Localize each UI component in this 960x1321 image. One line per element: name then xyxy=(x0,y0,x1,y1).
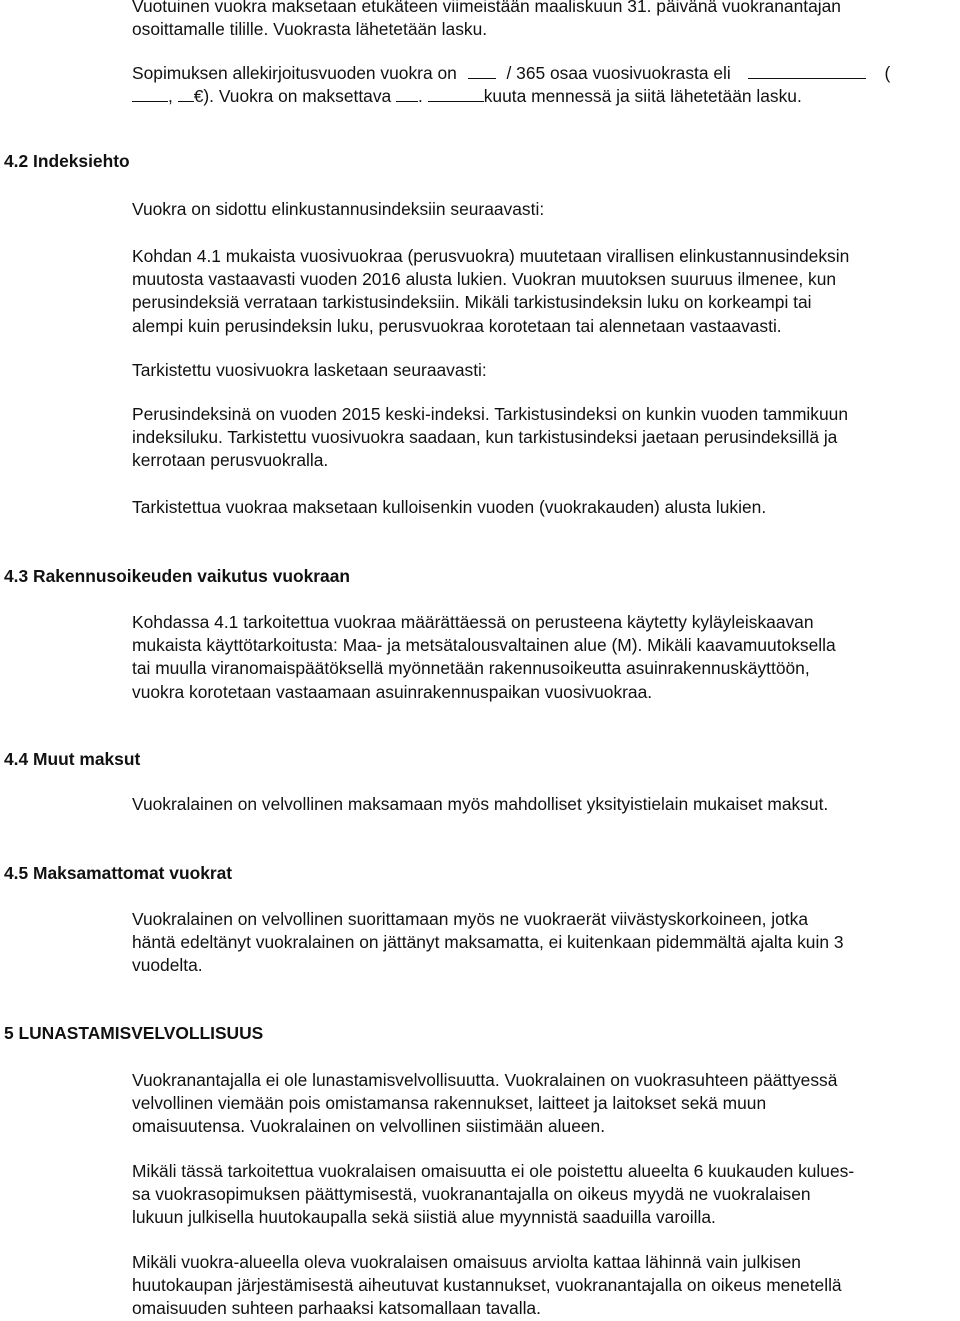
text-line xyxy=(132,62,890,85)
text-line: Vuokranantajalla ei ole lunastamisvelvollisuutta. Vuokralainen on vuokrasuhteen päättyessä xyxy=(132,1070,838,1090)
section-5-paragraph-1 xyxy=(132,1069,837,1139)
section-5-paragraph-2 xyxy=(132,1160,854,1230)
section-4-2-paragraph-3 xyxy=(132,403,848,473)
first-year-text-e: €). Vuokra on maksettava xyxy=(193,86,392,107)
section-4-4-paragraph-1: Vuokralainen on velvollinen maksamaan myös mahdolliset yksityistielain mukaiset maksut. xyxy=(132,794,829,814)
section-4-2-paragraph-4: Tarkistettua vuokraa maksetaan kulloisenkin vuoden (vuokrakauden) alusta lukien. xyxy=(132,497,767,517)
first-year-text-d: , xyxy=(168,86,173,107)
text-line: Mikäli vuokra-alueella oleva vuokralaisen omaisuus arviolta kattaa lähinnä vain julkisen xyxy=(132,1252,801,1272)
amount-blank xyxy=(748,62,866,79)
first-year-text-g: kuuta mennessä ja siitä lähetetään lasku. xyxy=(483,86,802,107)
text-line: Kohdan 4.1 mukaista vuosivuokraa (perusvuokra) muutetaan virallisen elinkustannusindeksin xyxy=(132,246,850,266)
first-year-text-a: Sopimuksen allekirjoitusvuoden vuokra on xyxy=(132,63,457,83)
euro-blank xyxy=(132,85,168,102)
text-line: perusindeksiä verrataan tarkistusindeksiin. Mikäli tarkistusindeksin luku on korkeampi tai xyxy=(132,292,812,313)
section-4-2-paragraph-2: Tarkistettu vuosivuokra lasketaan seuraavasti: xyxy=(132,360,487,380)
text-line: huutokaupan järjestämisestä aiheutuvat kustannukset, vuokranantajalla on oikeus menetellä xyxy=(132,1275,842,1296)
text-line: osoittamalle tilille. Vuokrasta lähetetään lasku. xyxy=(132,19,488,40)
first-year-text-f: . xyxy=(418,86,423,107)
due-day-blank xyxy=(396,85,418,102)
intro-paragraph xyxy=(132,0,841,41)
text-line: omaisuuden suhteen parhaaksi katsomallaan tavalla. xyxy=(132,1298,541,1319)
first-year-text-b: / 365 osaa vuosivuokrasta eli xyxy=(506,63,731,83)
text-line: omaisuutensa. Vuokralainen on velvollinen siistimään alueen. xyxy=(132,1116,606,1137)
text-line: häntä edeltänyt vuokralainen on jättänyt maksamatta, ei kuitenkaan pidemmältä ajalta kuin 3 xyxy=(132,932,844,953)
first-year-text-c: ( xyxy=(884,63,891,83)
text-line: Vuotuinen vuokra maksetaan etukäteen viimeistään maaliskuun 31. päivänä vuokranantajan xyxy=(132,0,841,16)
section-5-paragraph-3 xyxy=(132,1251,842,1321)
days-blank xyxy=(468,62,496,79)
text-line xyxy=(132,85,890,108)
text-line: vuokra korotetaan vastaamaan asuinrakennuspaikan vuosivuokraa. xyxy=(132,681,653,702)
text-line: vuodelta. xyxy=(132,955,203,976)
text-line: tai muulla viranomaispäätöksellä myönnetään rakennusoikeutta asuinrakennuskäyttöön, xyxy=(132,658,810,679)
text-line: Vuokralainen on velvollinen suorittamaan myös ne vuokraerät viivästyskorkoineen, jotka xyxy=(132,909,809,929)
section-4-3-paragraph-1 xyxy=(132,611,836,704)
section-heading-4-5: 4.5 Maksamattomat vuokrat xyxy=(4,863,233,883)
section-heading-4-4: 4.4 Muut maksut xyxy=(4,749,141,769)
section-4-2-intro: Vuokra on sidottu elinkustannusindeksiin seuraavasti: xyxy=(132,199,545,219)
text-line: alempi kuin perusindeksin luku, perusvuokraa korotetaan tai alennetaan vastaavasti. xyxy=(132,315,782,336)
section-4-2-paragraph-1 xyxy=(132,245,849,338)
text-line: kerrotaan perusvuokralla. xyxy=(132,450,329,471)
text-line: indeksiluku. Tarkistettu vuosivuokra saadaan, kun tarkistusindeksi jaetaan perusindeksillä ja xyxy=(132,427,838,448)
cents-blank xyxy=(178,85,194,102)
section-heading-4-3: 4.3 Rakennusoikeuden vaikutus vuokraan xyxy=(4,566,351,586)
section-4-5-paragraph-1 xyxy=(132,908,844,978)
due-month-blank xyxy=(428,85,484,102)
section-heading-4-2: 4.2 Indeksiehto xyxy=(4,151,130,171)
section-heading-5: 5 LUNASTAMISVELVOLLISUUS xyxy=(4,1023,264,1043)
text-line: Kohdassa 4.1 tarkoitettua vuokraa määrättäessä on perusteena käytetty kyläyleiskaavan xyxy=(132,612,814,632)
first-year-rent-paragraph xyxy=(132,62,890,108)
text-line: velvollinen viemään pois omistamansa rakennukset, laitteet ja laitokset sekä muun xyxy=(132,1093,767,1114)
text-line: Mikäli tässä tarkoitettua vuokralaisen omaisuutta ei ole poistettu alueelta 6 kuukauden kulues- xyxy=(132,1161,855,1181)
text-line: muutosta vastaavasti vuoden 2016 alusta lukien. Vuokran muutoksen suuruus ilmenee, kun xyxy=(132,269,837,290)
text-line: lukuun julkisella huutokaupalla sekä siistiä alue myynnistä saaduilla varoilla. xyxy=(132,1207,716,1228)
text-line: mukaista käyttötarkoitusta: Maa- ja metsätalousvaltainen alue (M). Mikäli kaavamuutoksella xyxy=(132,635,836,656)
text-line: sa vuokrasopimuksen päättymisestä, vuokranantajalla on oikeus myydä ne vuokralaisen xyxy=(132,1184,811,1205)
text-line: Perusindeksinä on vuoden 2015 keski-indeksi. Tarkistusindeksi on kunkin vuoden tammikuun xyxy=(132,404,849,424)
